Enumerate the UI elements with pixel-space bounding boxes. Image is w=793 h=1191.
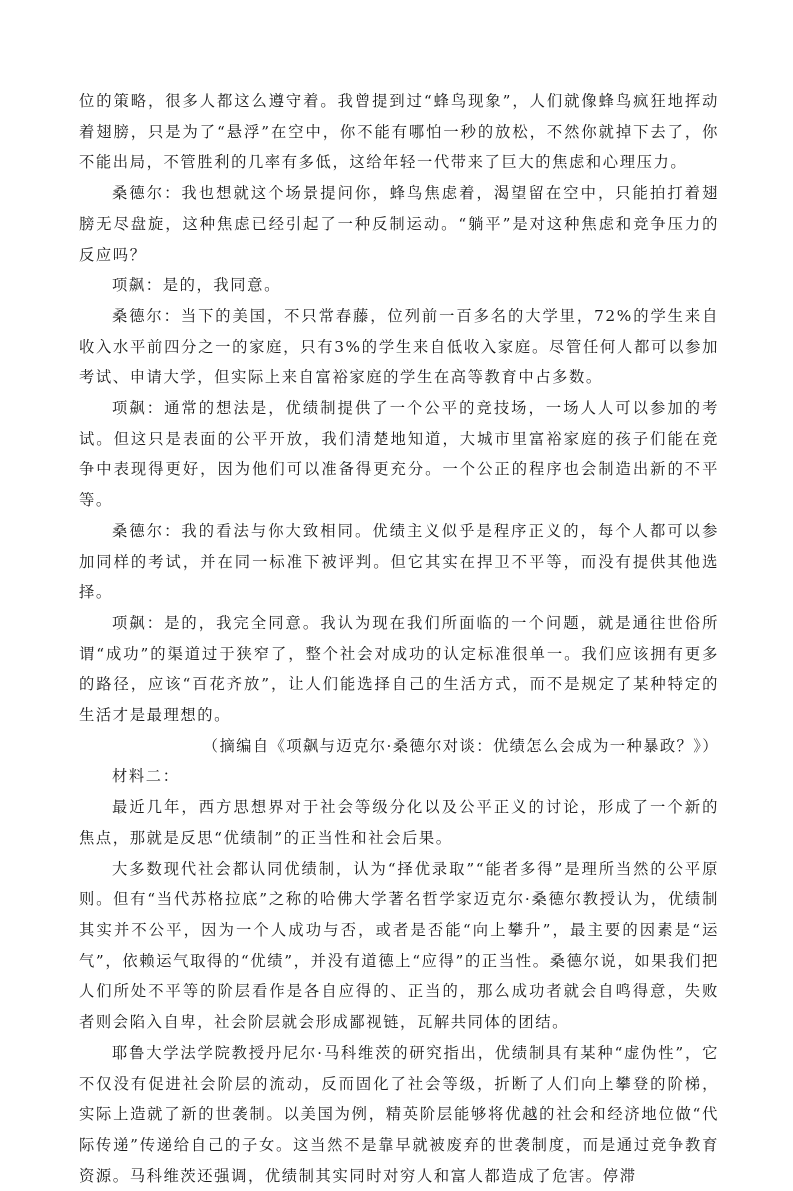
paragraph-3: 项飙：是的，我同意。 [112,276,281,295]
document-body [79,86,719,1191]
paragraph-10: 耶鲁大学法学院教授丹尼尔·马科维茨的研究指出，优绩制具有某种“虚伪性”，它不仅没有促进社会阶层的流动，反而固化了社会等级，折断了人们向上攀登的阶梯，实际上造就了新的世袭制。以美国为例，精英阶层能够将优越的社会和经济地位做“代际传递”传递给自己的子女。这当然不是靠早就被废弃的世袭制度，而是通过竞争教育资源。马科维茨还强调，优绩制其实同时对穷人和富人都造成了危害。停滞 [79,1043,719,1185]
source-citation: （摘编自《项飙与迈克尔·桑德尔对谈：优绩怎么会成为一种暴政？》） [202,736,719,755]
paragraph-6: 桑德尔：我的看法与你大致相同。优绩主义似乎是程序正义的，每个人都可以参加同样的考试，并在同一标准下被评判。但它其实在捍卫不平等，而没有提供其他选择。 [79,521,719,602]
paragraph-1: 位的策略，很多人都这么遵守着。我曾提到过“蜂鸟现象”，人们就像蜂鸟疯狂地挥动着翅膀，只是为了“悬浮”在空中，你不能有哪怕一秒的放松，不然你就掉下去了，你不能出局，不管胜利的几率有多低，这给年轻一代带来了巨大的焦虑和心理压力。 [79,92,719,172]
paragraph-7: 项飙：是的，我完全同意。我认为现在我们所面临的一个问题，就是通往世俗所谓“成功”的渠道过于狭窄了，整个社会对成功的认定标准很单一。我们应该拥有更多的路径，应该“百花齐放”，让人们能选择自己的生活方式，而不是规定了某种特定的生活才是最理想的。 [79,613,719,725]
paragraph-5: 项飙：通常的想法是，优绩制提供了一个公平的竞技场，一场人人可以参加的考试。但这只是表面的公平开放，我们清楚地知道，大城市里富裕家庭的孩子们能在竞争中表现得更好，因为他们可以准备得更充分。一个公正的程序也会制造出新的不平等。 [79,399,719,510]
paragraph-9: 大多数现代社会都认同优绩制，认为“择优录取”“能者多得”是理所当然的公平原则。但有“当代苏格拉底”之称的哈佛大学著名哲学家迈克尔·桑德尔教授认为，优绩制其实并不公平，因为一个人成功与否，或者是否能“向上攀升”，最主要的因素是“运气”，依赖运气取得的“优绩”，并没有道德上“应得”的正当性。桑德尔说，如果我们把人们所处不平等的阶层看作是各自应得的、正当的，那么成功者就会自鸣得意，失败者则会陷入自卑，社会阶层就会形成鄙视链，瓦解共同体的团结。 [79,859,719,1032]
paragraph-4: 桑德尔：当下的美国，不只常春藤，位列前一百多名的大学里，72%的学生来自收入水平前四分之一的家庭，只有3%的学生来自低收入家庭。尽管任何人都可以参加考试、申请大学，但实际上来自富裕家庭的学生在高等教育中占多数。 [79,306,719,387]
paragraph-2: 桑德尔：我也想就这个场景提问你，蜂鸟焦虑着，渴望留在空中，只能拍打着翅膀无尽盘旋，这种焦虑已经引起了一种反制运动。“躺平”是对这种焦虑和竞争压力的反应吗？ [79,184,719,264]
paragraph-8: 最近几年，西方思想界对于社会等级分化以及公平正义的讨论，形成了一个新的焦点，那就是反思“优绩制”的正当性和社会后果。 [79,798,719,847]
section-heading: 材料二： [112,767,180,786]
